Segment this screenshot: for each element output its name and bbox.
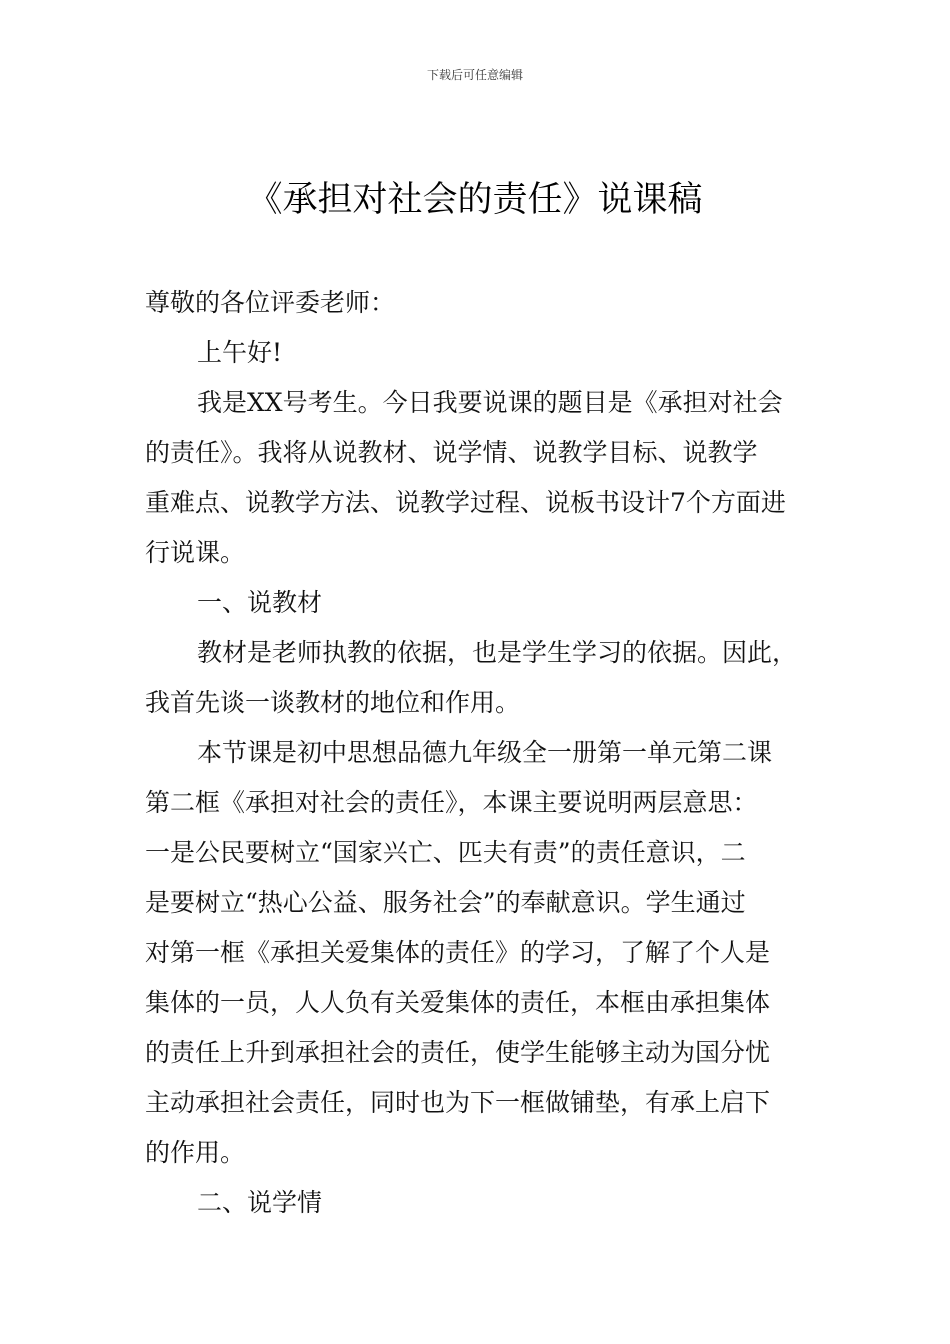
paragraph-line: 我是XX号考生。今日我要说课的题目是《承担对社会 <box>197 388 783 417</box>
paragraph-line: 的作用。 <box>145 1138 246 1167</box>
paragraph-line: 重难点、说教学方法、说教学过程、说板书设计7个方面进 <box>145 488 786 517</box>
paragraph-line: 是要树立“热心公益、服务社会”的奉献意识。学生通过 <box>145 888 746 917</box>
paragraph-line: 主动承担社会责任，同时也为下一框做铺垫，有承上启下 <box>145 1088 771 1117</box>
section-heading: 二、说学情 <box>197 1188 323 1217</box>
paragraph-line: 对第一框《承担关爱集体的责任》的学习，了解了个人是 <box>145 938 771 967</box>
paragraph-line: 集体的一员，人人负有关爱集体的责任，本框由承担集体 <box>145 988 771 1017</box>
salutation-line: 尊敬的各位评委老师： <box>145 288 396 317</box>
document-title: 《承担对社会的责任》说课稿 <box>247 180 703 220</box>
document-body <box>145 278 820 1228</box>
header-note: 下载后可任意编辑 <box>426 68 523 82</box>
section-heading: 一、说教材 <box>197 588 323 617</box>
paragraph-line: 的责任上升到承担社会的责任，使学生能够主动为国分忧 <box>145 1038 771 1067</box>
paragraph-line: 一是公民要树立“国家兴亡、匹夫有责”的责任意识，二 <box>145 838 746 867</box>
paragraph-line: 第二框《承担对社会的责任》，本课主要说明两层意思： <box>145 788 758 817</box>
paragraph-line: 教材是老师执教的依据，也是学生学习的依据。因此， <box>197 638 798 667</box>
paragraph-line: 行说课。 <box>145 538 246 567</box>
paragraph-line: 的责任》。我将从说教材、说学情、说教学目标、说教学 <box>145 438 758 467</box>
greeting-line: 上午好! <box>197 338 283 367</box>
paragraph-line: 本节课是初中思想品德九年级全一册第一单元第二课 <box>197 738 773 767</box>
paragraph-line: 我首先谈一谈教材的地位和作用。 <box>145 688 521 717</box>
